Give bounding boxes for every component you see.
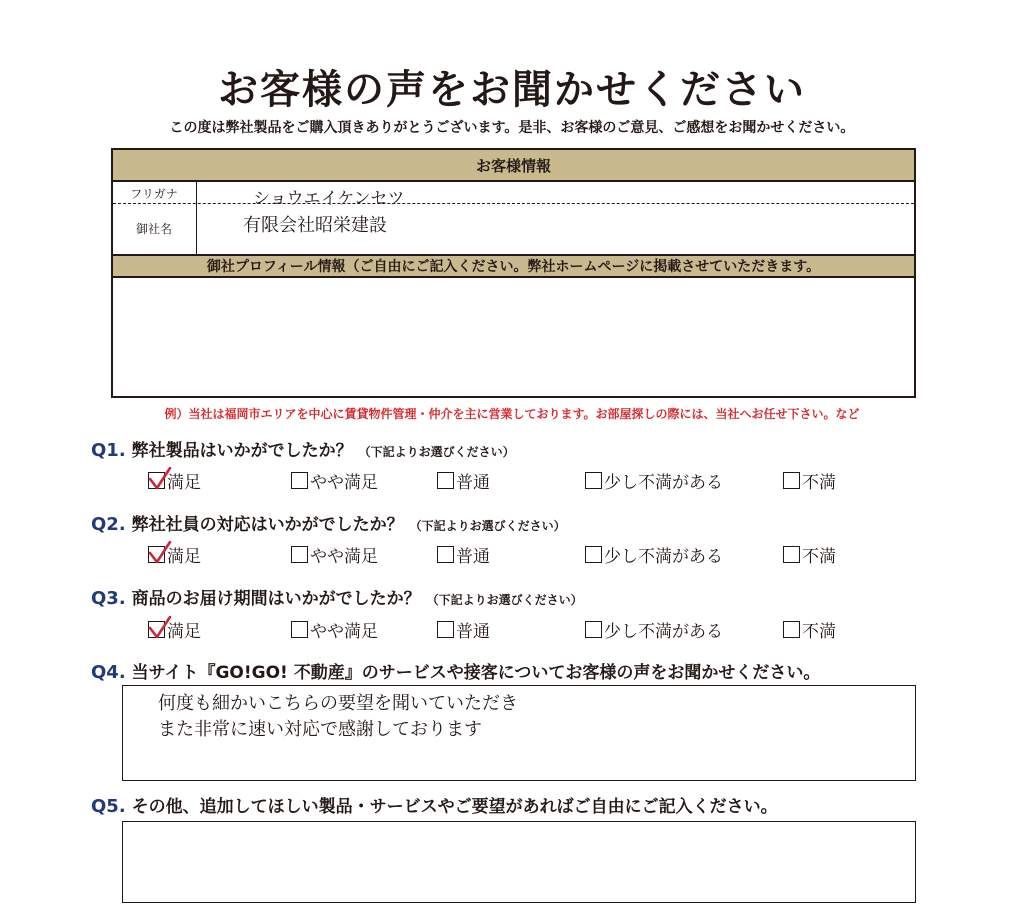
question-1 (91, 436, 515, 461)
furigana-field[interactable]: ショウエイケンセツ (253, 189, 405, 209)
option-label: 少し不満がある (604, 547, 723, 567)
checkbox[interactable] (291, 546, 308, 563)
question-number: Q4. (91, 662, 126, 683)
question-text: 弊社製品はいかがでしたか？ (131, 441, 353, 461)
option-label: 満足 (167, 622, 201, 642)
option-label: やや満足 (310, 622, 378, 642)
question-hint: （下記よりお選びください） (358, 445, 515, 459)
example-text: 例）当社は福岡市エリアを中心に賃貸物件管理・仲介を主に営業しております。お部屋探しの際には、当社へお任せ下さい。など (164, 407, 860, 421)
page-subtitle: この度は弊社製品をご購入頂きありがとうございます。是非、お客様のご意見、ご感想をお聞かせください。 (169, 120, 855, 136)
checkbox[interactable] (148, 621, 165, 638)
customer-info-header: お客様情報 (113, 150, 914, 182)
company-label: 御社名 (135, 222, 172, 236)
checkbox[interactable] (437, 621, 454, 638)
answer-line: また非常に速い対応で感謝しております (158, 719, 482, 740)
question-hint: （下記よりお選びください） (409, 519, 566, 533)
checkmark-icon (148, 541, 172, 567)
question-4 (91, 658, 820, 683)
furigana-label: フリガナ (130, 187, 178, 201)
question-text: 当サイト『GO!GO! 不動産』のサービスや接客についてお客様の声をお聞かせください。 (131, 663, 821, 683)
checkbox[interactable] (148, 472, 165, 489)
checkmark-icon (148, 467, 172, 493)
checkbox[interactable] (585, 472, 602, 489)
q5-answer-box[interactable] (122, 821, 916, 903)
customer-info-box (111, 148, 916, 398)
q1-option-4[interactable] (585, 468, 723, 493)
label-divider (196, 182, 197, 254)
question-number: Q3. (91, 588, 126, 609)
question-hint: （下記よりお選びください） (426, 593, 583, 607)
checkbox[interactable] (783, 472, 800, 489)
q1-option-3[interactable] (437, 468, 490, 493)
option-label: 不満 (802, 622, 836, 642)
company-field[interactable]: 有限会社昭栄建設 (243, 215, 387, 236)
option-label: 不満 (802, 473, 836, 493)
q3-option-4[interactable] (585, 617, 723, 642)
checkbox[interactable] (585, 546, 602, 563)
question-text: 商品のお届け期間はいかがでしたか？ (131, 589, 421, 609)
q1-options (0, 468, 1024, 492)
profile-header: 御社プロフィール情報（ご自由にご記入ください。弊社ホームページに掲載させていただきます。 (113, 254, 914, 278)
q3-options (0, 617, 1024, 641)
question-3 (91, 584, 583, 609)
checkmark-icon (148, 616, 172, 642)
checkbox[interactable] (783, 621, 800, 638)
answer-line: 何度も細かいこちらの要望を聞いていただき (158, 693, 518, 714)
profile-field[interactable] (119, 280, 909, 394)
q1-option-1[interactable] (148, 468, 201, 493)
option-label: 少し不満がある (604, 473, 723, 493)
checkbox[interactable] (437, 546, 454, 563)
option-label: 普通 (456, 622, 490, 642)
option-label: やや満足 (310, 547, 378, 567)
question-5 (91, 792, 778, 817)
option-label: 普通 (456, 547, 490, 567)
question-number: Q5. (91, 796, 126, 817)
checkbox[interactable] (291, 472, 308, 489)
q3-option-2[interactable] (291, 617, 378, 642)
q2-options (0, 542, 1024, 566)
option-label: やや満足 (310, 473, 378, 493)
q3-option-5[interactable] (783, 617, 836, 642)
q2-option-4[interactable] (585, 542, 723, 567)
question-2 (91, 510, 566, 535)
q4-answer-text (158, 691, 518, 743)
q1-option-5[interactable] (783, 468, 836, 493)
checkbox[interactable] (437, 472, 454, 489)
checkbox[interactable] (783, 546, 800, 563)
page-title: お客様の声をお聞かせください (218, 67, 806, 113)
q1-option-2[interactable] (291, 468, 378, 493)
question-number: Q2. (91, 514, 126, 535)
q3-option-1[interactable] (148, 617, 201, 642)
question-text: その他、追加してほしい製品・サービスやご要望があればご自由にご記入ください。 (131, 797, 778, 817)
option-label: 不満 (802, 547, 836, 567)
checkbox[interactable] (585, 621, 602, 638)
checkbox[interactable] (148, 546, 165, 563)
question-text: 弊社社員の対応はいかがでしたか？ (131, 515, 404, 535)
q2-option-3[interactable] (437, 542, 490, 567)
option-label: 少し不満がある (604, 622, 723, 642)
question-number: Q1. (91, 440, 126, 461)
q3-option-3[interactable] (437, 617, 490, 642)
option-label: 普通 (456, 473, 490, 493)
dashed-divider (113, 203, 914, 204)
q2-option-1[interactable] (148, 542, 201, 567)
option-label: 満足 (167, 473, 201, 493)
q2-option-2[interactable] (291, 542, 378, 567)
q2-option-5[interactable] (783, 542, 836, 567)
checkbox[interactable] (291, 621, 308, 638)
option-label: 満足 (167, 547, 201, 567)
